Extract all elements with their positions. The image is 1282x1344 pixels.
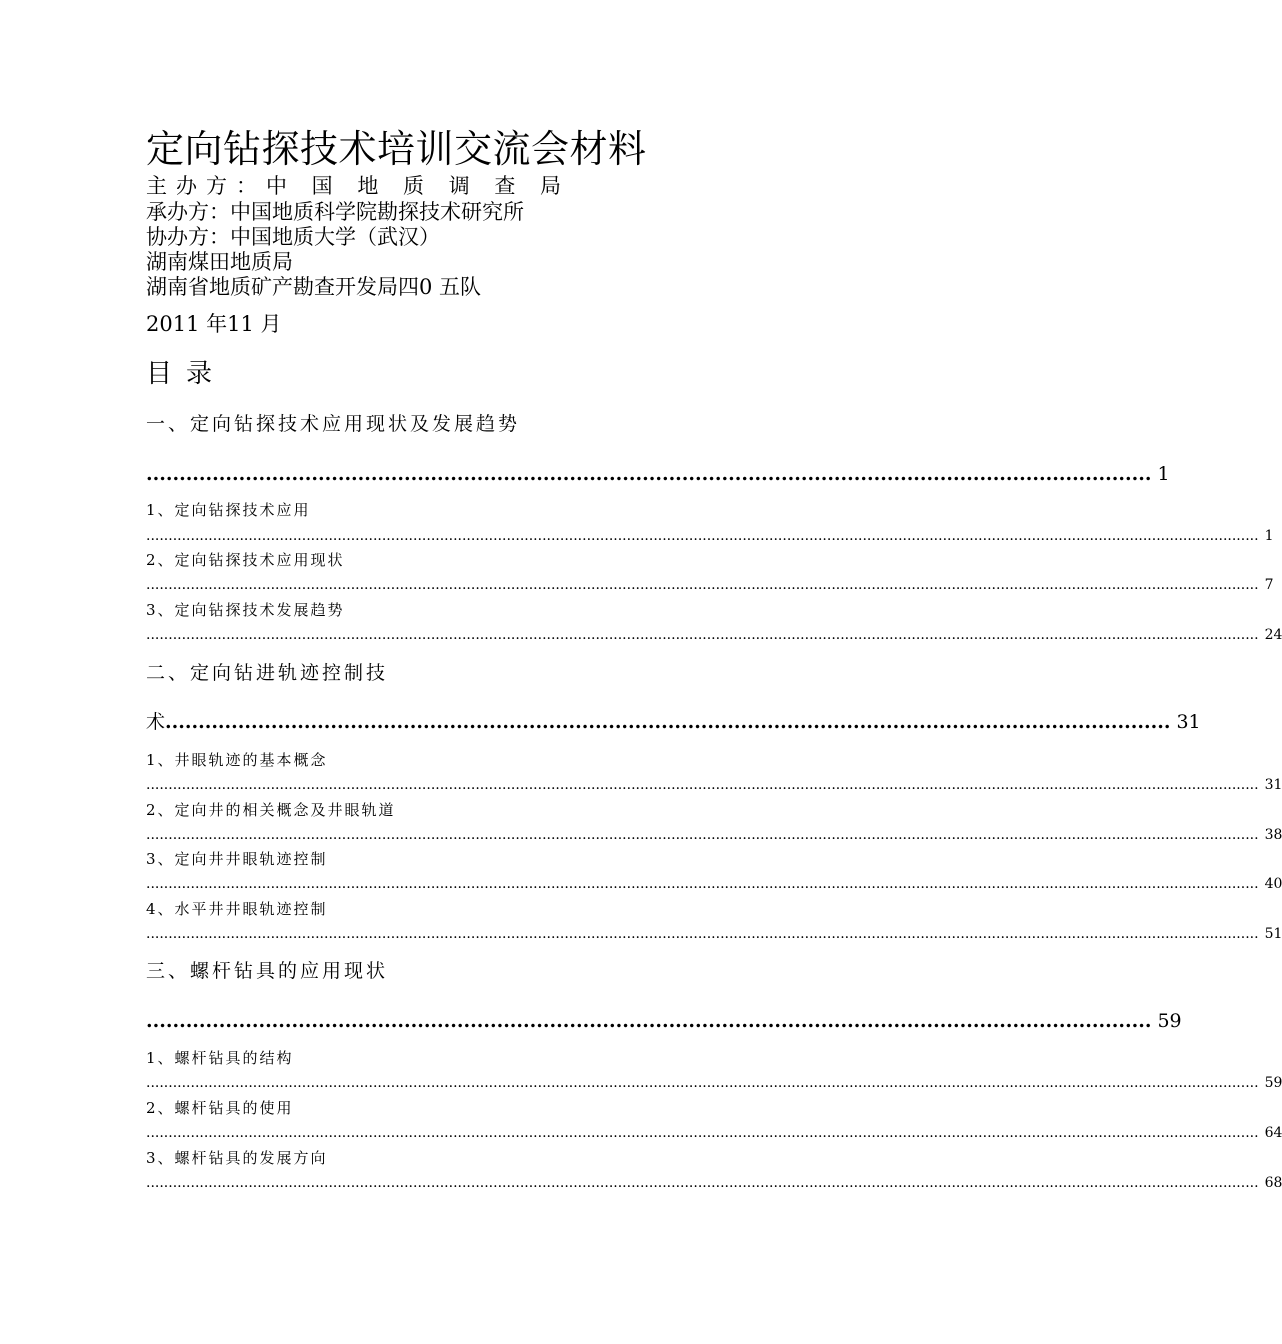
toc-page-number: 68	[1264, 1175, 1282, 1191]
dot-leader: ........................................................................................................................................................	[146, 1010, 1152, 1032]
dot-leader: ..........................................................................................................................................................................................................................................................	[146, 577, 1259, 593]
toc-section-entry[interactable]	[146, 710, 1201, 734]
toc-page-number: 7	[1264, 577, 1274, 593]
toc-item-title[interactable]: 4、水平井井眼轨迹控制	[146, 900, 328, 918]
organizer-line: 协办方：中国地质大学（武汉）	[146, 225, 440, 249]
organizer-line: 湖南省地质矿产勘查开发局四0 五队	[146, 275, 482, 299]
dot-leader: ..........................................................................................................................................................................................................................................................	[146, 528, 1259, 544]
toc-page-number: 51	[1264, 926, 1282, 942]
organizer-line: 湖南煤田地质局	[146, 250, 293, 274]
dot-leader: ..........................................................................................................................................................................................................................................................	[146, 1125, 1259, 1141]
dot-leader: ..........................................................................................................................................................................................................................................................	[146, 627, 1259, 643]
toc-item-entry[interactable]	[146, 925, 1282, 943]
toc-item-title[interactable]: 2、定向井的相关概念及井眼轨道	[146, 801, 396, 819]
dot-leader: ..........................................................................................................................................................................................................................................................	[146, 777, 1259, 793]
dot-leader: ..........................................................................................................................................................................................................................................................	[146, 1075, 1259, 1091]
toc-section-title[interactable]: 三、螺杆钻具的应用现状	[146, 960, 389, 982]
toc-item-title[interactable]: 3、螺杆钻具的发展方向	[146, 1149, 328, 1167]
toc-section-title[interactable]: 二、定向钻进轨迹控制技	[146, 662, 389, 684]
toc-section-title[interactable]: 一、定向钻探技术应用现状及发展趋势	[146, 413, 521, 435]
organizer-line: 主办方：中 国 地 质 调 查 局	[146, 174, 571, 198]
toc-page-number: 38	[1264, 827, 1282, 843]
dot-leader: ..........................................................................................................................................................................................................................................................	[146, 1175, 1259, 1191]
toc-page-number: 59	[1157, 1010, 1182, 1032]
organizer-line: 承办方：中国地质科学院勘探技术研究所	[146, 200, 524, 224]
toc-item-title[interactable]: 1、井眼轨迹的基本概念	[146, 751, 328, 769]
toc-item-title[interactable]: 3、定向钻探技术发展趋势	[146, 601, 345, 619]
toc-page-number: 64	[1264, 1125, 1282, 1141]
toc-item-title[interactable]: 1、定向钻探技术应用	[146, 501, 311, 519]
toc-page-number: 59	[1264, 1075, 1282, 1091]
toc-item-entry[interactable]	[146, 1124, 1282, 1142]
toc-item-entry[interactable]	[146, 875, 1282, 893]
toc-item-entry[interactable]	[146, 576, 1274, 594]
toc-item-entry[interactable]	[146, 527, 1274, 545]
dot-leader: ........................................................................................................................................................	[165, 711, 1171, 733]
toc-section-prefix: 术	[146, 711, 166, 733]
toc-item-title[interactable]: 3、定向井井眼轨迹控制	[146, 850, 328, 868]
toc-page-number: 40	[1264, 876, 1282, 892]
toc-page-number: 1	[1157, 463, 1170, 485]
toc-page-number: 24	[1264, 627, 1282, 643]
toc-section-entry[interactable]	[146, 1009, 1182, 1033]
document-date: 2011 年11 月	[146, 312, 282, 336]
toc-item-title[interactable]: 2、定向钻探技术应用现状	[146, 551, 345, 569]
toc-heading: 目录	[146, 359, 227, 389]
toc-item-entry[interactable]	[146, 626, 1282, 644]
toc-item-entry[interactable]	[146, 776, 1282, 794]
toc-item-entry[interactable]	[146, 1174, 1282, 1192]
toc-item-title[interactable]: 2、螺杆钻具的使用	[146, 1099, 294, 1117]
dot-leader: ..........................................................................................................................................................................................................................................................	[146, 926, 1259, 942]
toc-page-number: 31	[1264, 777, 1282, 793]
dot-leader: ..........................................................................................................................................................................................................................................................	[146, 827, 1259, 843]
dot-leader: ........................................................................................................................................................	[146, 463, 1152, 485]
toc-item-entry[interactable]	[146, 1074, 1282, 1092]
toc-item-title[interactable]: 1、螺杆钻具的结构	[146, 1049, 294, 1067]
toc-item-entry[interactable]	[146, 826, 1282, 844]
toc-section-entry[interactable]	[146, 462, 1170, 486]
toc-page-number: 31	[1176, 711, 1201, 733]
document-title: 定向钻探技术培训交流会材料	[146, 127, 647, 171]
dot-leader: ..........................................................................................................................................................................................................................................................	[146, 876, 1259, 892]
toc-page-number: 1	[1264, 528, 1274, 544]
